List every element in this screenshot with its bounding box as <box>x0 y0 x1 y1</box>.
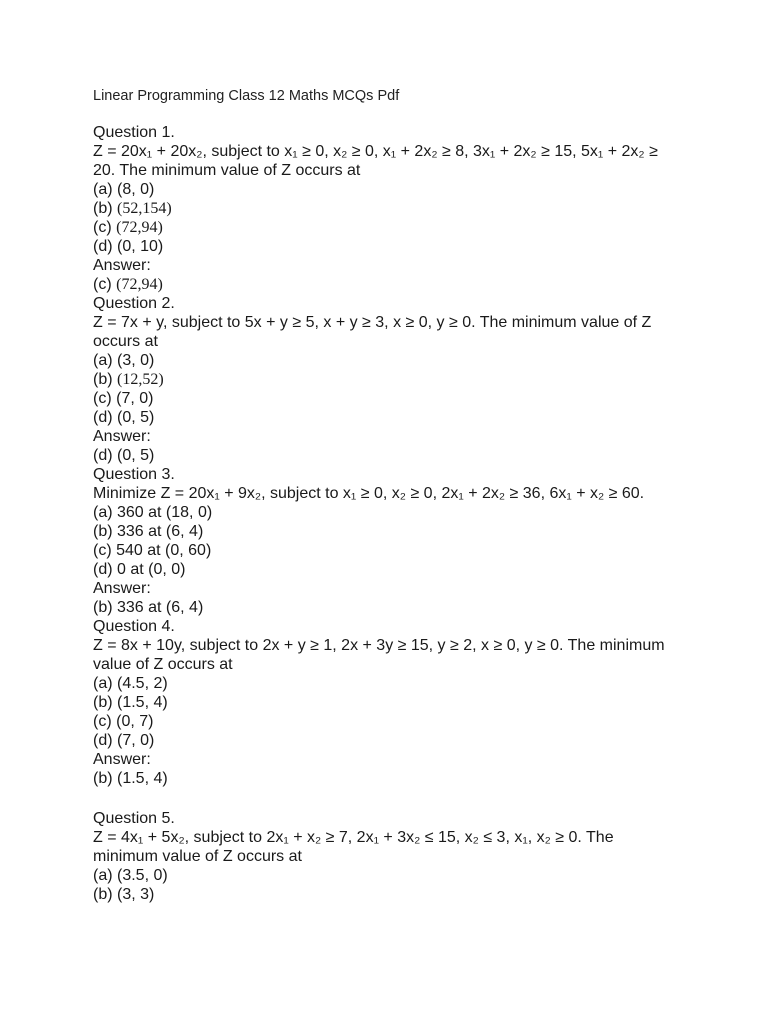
option-value: (4.5, 2) <box>117 675 168 692</box>
option-b <box>93 522 673 541</box>
document-title: Linear Programming Class 12 Maths MCQs Pdf <box>93 88 400 104</box>
option-a <box>93 674 673 693</box>
option-value: (0, 7) <box>116 713 154 730</box>
option-b <box>93 370 673 389</box>
question-heading: Question 1. <box>93 124 175 141</box>
option-label: (d) <box>93 732 117 749</box>
option-value: (12,52) <box>117 371 164 388</box>
option-label: (d) <box>93 238 117 255</box>
answer-heading: Answer: <box>93 580 151 597</box>
question-5 <box>93 809 673 904</box>
answer-value <box>93 446 673 465</box>
option-value: (3, 0) <box>117 352 155 369</box>
question-4 <box>93 617 673 788</box>
option-label: (a) <box>93 352 117 369</box>
option-label: (d) <box>93 409 117 426</box>
option-b <box>93 693 673 712</box>
option-value: (3, 3) <box>117 886 155 903</box>
question-heading: Question 4. <box>93 618 175 635</box>
option-label: (b) <box>93 694 117 711</box>
option-value: 540 at (0, 60) <box>116 542 212 559</box>
question-heading: Question 2. <box>93 295 175 312</box>
option-label: (b) <box>93 200 117 217</box>
option-value: (1.5, 4) <box>117 694 168 711</box>
option-label: (c) <box>93 542 117 559</box>
option-c <box>93 541 673 560</box>
option-value: (7, 0) <box>117 732 155 749</box>
option-value: (0, 5) <box>117 409 155 426</box>
option-b <box>93 885 673 904</box>
answer-value <box>93 769 673 788</box>
option-b <box>93 199 673 218</box>
answer-value <box>93 275 673 294</box>
option-value: (72,94) <box>116 219 163 236</box>
option-label: (c) <box>93 390 117 407</box>
question-text: Z = 4x₁ + 5x₂, subject to 2x₁ + x₂ ≥ 7, 2x₁ + 3x₂ ≤ 15, x₂ ≤ 3, x₁, x₂ ≥ 0. The minimum value of Z occurs at <box>93 829 614 865</box>
option-c <box>93 389 673 408</box>
option-label: (c) <box>93 219 117 236</box>
document-page <box>93 86 673 904</box>
answer-value <box>93 598 673 617</box>
question-2 <box>93 294 673 465</box>
option-d <box>93 408 673 427</box>
answer-label: (d) <box>93 447 117 464</box>
question-text: Minimize Z = 20x₁ + 9x₂, subject to x₁ ≥ 0, x₂ ≥ 0, 2x₁ + 2x₂ ≥ 36, 6x₁ + x₂ ≥ 60. <box>93 485 645 502</box>
option-value: (0, 10) <box>117 238 164 255</box>
option-a <box>93 351 673 370</box>
option-value: (8, 0) <box>117 181 155 198</box>
answer-heading: Answer: <box>93 257 151 274</box>
question-heading: Question 5. <box>93 810 175 827</box>
option-label: (b) <box>93 371 117 388</box>
option-label: (a) <box>93 675 117 692</box>
option-value: 360 at (18, 0) <box>117 504 213 521</box>
answer-text: (1.5, 4) <box>117 770 168 787</box>
option-label: (b) <box>93 886 117 903</box>
option-a <box>93 180 673 199</box>
option-value: (3.5, 0) <box>117 867 168 884</box>
spacer <box>93 788 673 809</box>
option-value: (52,154) <box>117 200 172 217</box>
option-label: (a) <box>93 181 117 198</box>
answer-heading: Answer: <box>93 428 151 445</box>
answer-text: 336 at (6, 4) <box>117 599 204 616</box>
answer-label: (b) <box>93 770 117 787</box>
option-label: (a) <box>93 867 117 884</box>
question-heading: Question 3. <box>93 466 175 483</box>
question-text: Z = 8x + 10y, subject to 2x + y ≥ 1, 2x + 3y ≥ 15, y ≥ 2, x ≥ 0, y ≥ 0. The minimum value of Z occurs at <box>93 637 665 673</box>
option-a <box>93 503 673 522</box>
option-label: (d) <box>93 561 117 578</box>
answer-text: (0, 5) <box>117 447 155 464</box>
answer-label: (c) <box>93 276 117 293</box>
option-a <box>93 866 673 885</box>
answer-text: (72,94) <box>116 276 163 293</box>
question-text: Z = 20x₁ + 20x₂, subject to x₁ ≥ 0, x₂ ≥ 0, x₁ + 2x₂ ≥ 8, 3x₁ + 2x₂ ≥ 15, 5x₁ + 2x₂ ≥ 20. The minimum value of Z occurs at <box>93 143 658 179</box>
option-c <box>93 712 673 731</box>
option-value: (7, 0) <box>116 390 154 407</box>
option-label: (b) <box>93 523 117 540</box>
question-1 <box>93 123 673 294</box>
option-d <box>93 560 673 579</box>
option-value: 336 at (6, 4) <box>117 523 204 540</box>
option-value: 0 at (0, 0) <box>117 561 186 578</box>
option-d <box>93 731 673 750</box>
answer-label: (b) <box>93 599 117 616</box>
question-3 <box>93 465 673 617</box>
option-label: (c) <box>93 713 117 730</box>
option-label: (a) <box>93 504 117 521</box>
option-c <box>93 218 673 237</box>
question-text: Z = 7x + y, subject to 5x + y ≥ 5, x + y ≥ 3, x ≥ 0, y ≥ 0. The minimum value of Z occurs at <box>93 314 652 350</box>
option-d <box>93 237 673 256</box>
answer-heading: Answer: <box>93 751 151 768</box>
